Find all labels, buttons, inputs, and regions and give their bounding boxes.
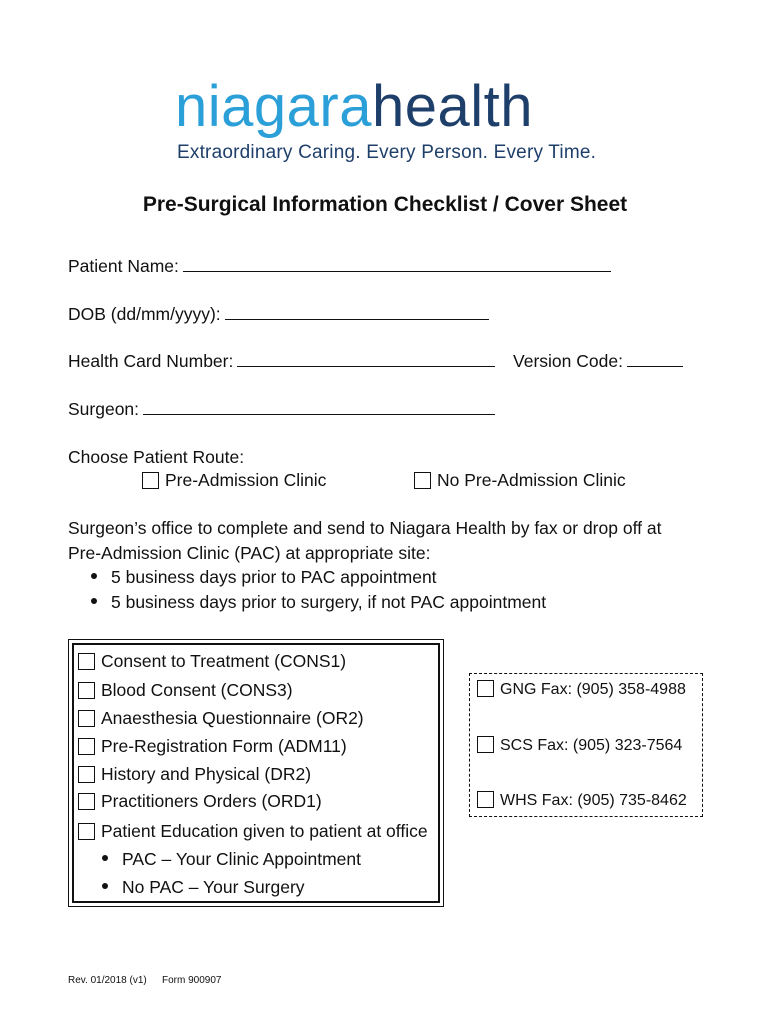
route-option-pac[interactable] — [142, 469, 326, 491]
revision-label: Rev. 01/2018 (v1) — [68, 975, 147, 986]
dob-field[interactable] — [225, 303, 489, 320]
version-code-field[interactable] — [627, 350, 683, 367]
checklist-item-label: Pre-Registration Form (ADM11) — [101, 736, 347, 756]
patient-name-label: Patient Name: — [68, 256, 179, 276]
checklist-item[interactable] — [78, 820, 428, 842]
fax-checkbox[interactable] — [477, 680, 494, 697]
surgeon-field[interactable] — [143, 398, 495, 415]
checklist-item[interactable] — [78, 707, 364, 729]
dob-label: DOB (dd/mm/yyyy): — [68, 304, 221, 324]
surgeon-row — [68, 398, 495, 420]
pac-option-label: Pre-Admission Clinic — [165, 470, 327, 490]
form-number: Form 900907 — [162, 975, 222, 986]
niagara-health-logo — [153, 72, 619, 176]
checklist-item-label: Patient Education given to patient at office — [101, 821, 428, 841]
surgeon-label: Surgeon: — [68, 399, 140, 419]
bullet-dot — [91, 573, 97, 579]
no-pac-checkbox[interactable] — [414, 472, 431, 489]
checklist-checkbox[interactable] — [78, 793, 95, 810]
version-code-row — [513, 350, 683, 372]
education-sub-bullet-text: No PAC – Your Surgery — [122, 877, 305, 897]
health-card-label: Health Card Number: — [68, 351, 234, 371]
patient-name-row — [68, 255, 611, 277]
instructions-line1: Surgeon’s office to complete and send to Niagara Health by fax or drop off at — [68, 518, 662, 538]
checklist-checkbox[interactable] — [78, 682, 95, 699]
version-code-label: Version Code: — [513, 351, 623, 371]
instruction-bullet — [91, 566, 437, 588]
health-card-field[interactable] — [237, 350, 495, 367]
fax-checkbox[interactable] — [477, 791, 494, 808]
instructions-line2: Pre-Admission Clinic (PAC) at appropriate site: — [68, 543, 431, 563]
checklist-item-label: Blood Consent (CONS3) — [101, 680, 293, 700]
fax-option-scs[interactable] — [477, 735, 682, 757]
checklist-item[interactable] — [78, 735, 347, 757]
education-sub-bullet-text: PAC – Your Clinic Appointment — [122, 849, 361, 869]
fax-option-whs[interactable] — [477, 790, 687, 812]
bullet-dot — [102, 855, 108, 861]
dob-row — [68, 303, 489, 325]
logo-name-part2: health — [371, 74, 534, 139]
fax-label: SCS Fax: (905) 323-7564 — [500, 737, 683, 754]
checklist-item[interactable] — [78, 679, 293, 701]
checklist-item[interactable] — [78, 650, 346, 672]
checklist-item[interactable] — [78, 763, 311, 785]
patient-name-field[interactable] — [183, 255, 611, 272]
checklist-checkbox[interactable] — [78, 710, 95, 727]
pac-checkbox[interactable] — [142, 472, 159, 489]
education-sub-bullet — [102, 876, 305, 898]
instruction-bullet — [91, 591, 546, 613]
checklist-item-label: History and Physical (DR2) — [101, 764, 312, 784]
fax-label: WHS Fax: (905) 735-8462 — [500, 792, 687, 809]
checklist-checkbox[interactable] — [78, 738, 95, 755]
bullet-dot — [102, 883, 108, 889]
health-card-row — [68, 350, 495, 372]
fax-label: GNG Fax: (905) 358-4988 — [500, 681, 686, 698]
route-option-no-pac[interactable] — [414, 469, 626, 491]
logo-wordmark — [175, 72, 533, 142]
bullet-dot — [91, 598, 97, 604]
no-pac-option-label: No Pre-Admission Clinic — [437, 470, 626, 490]
route-heading: Choose Patient Route: — [68, 447, 245, 467]
checklist-checkbox[interactable] — [78, 823, 95, 840]
page-title: Pre-Surgical Information Checklist / Cover Sheet — [142, 193, 628, 216]
checklist-item-label: Practitioners Orders (ORD1) — [101, 791, 322, 811]
checklist-checkbox[interactable] — [78, 766, 95, 783]
logo-tagline: Extraordinary Caring. Every Person. Every Time. — [177, 142, 597, 163]
checklist-checkbox[interactable] — [78, 653, 95, 670]
education-sub-bullet — [102, 848, 361, 870]
fax-option-gng[interactable] — [477, 679, 686, 701]
logo-name-part1: niagara — [175, 74, 372, 139]
checklist-item[interactable] — [78, 790, 322, 812]
checklist-item-label: Anaesthesia Questionnaire (OR2) — [101, 708, 364, 728]
instruction-bullet-text: 5 business days prior to PAC appointment — [111, 567, 437, 587]
checklist-item-label: Consent to Treatment (CONS1) — [101, 651, 347, 671]
instruction-bullet-text: 5 business days prior to surgery, if not PAC appointment — [111, 592, 547, 612]
fax-checkbox[interactable] — [477, 736, 494, 753]
